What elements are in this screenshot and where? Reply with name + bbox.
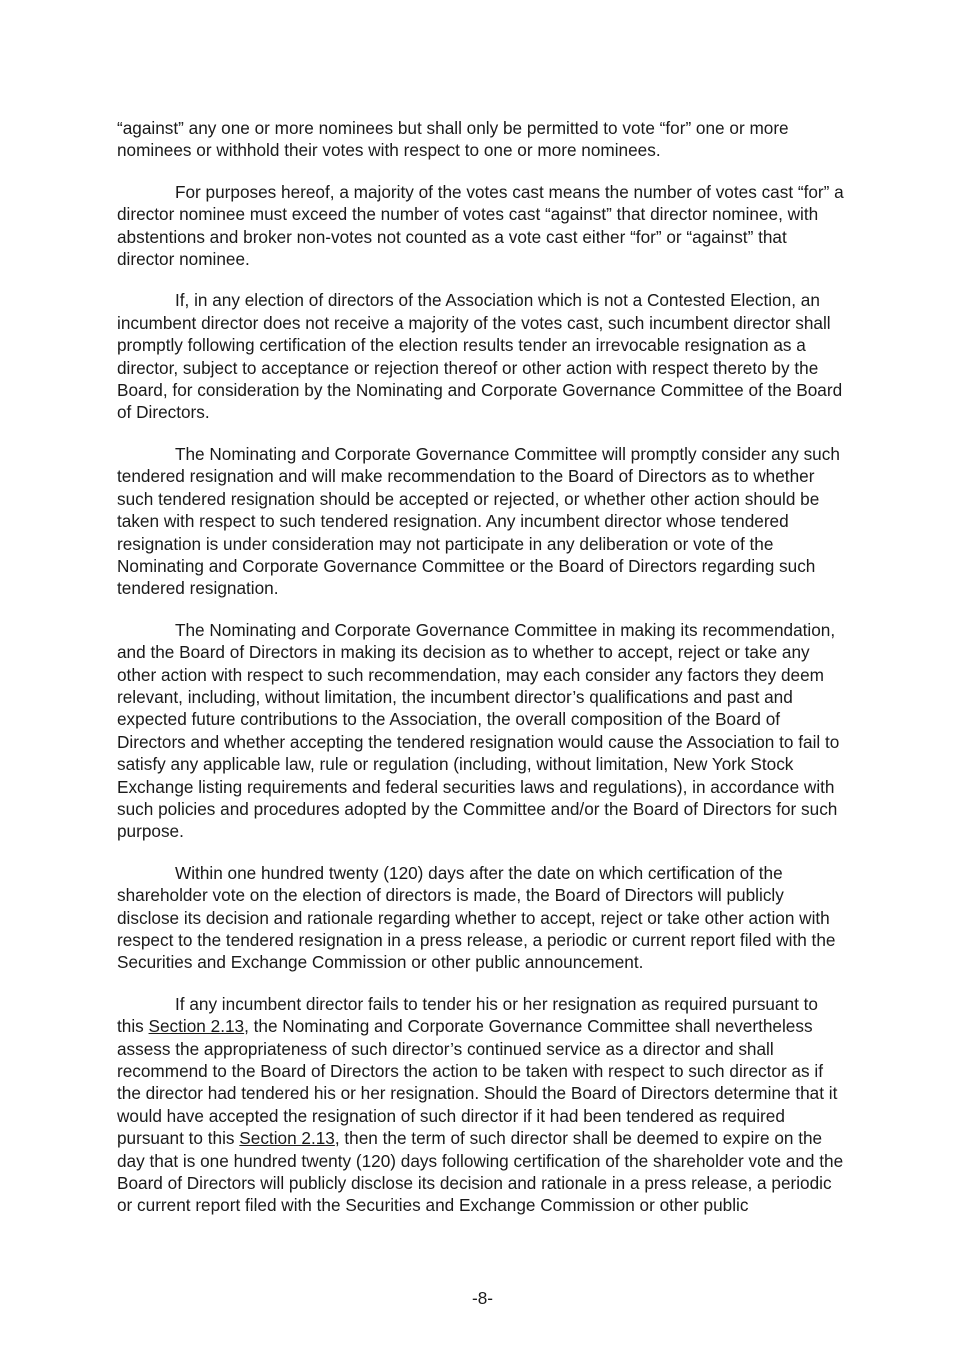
paragraph-factors: The Nominating and Corporate Governance Committee in making its recommendation, and the Board of Directors in making its decision as to whether to accept, reject or take any other action with respect to such recommendation, may each consider any factors they deem relevant, including, without limitation, the incumbent director’s qualifications and past and expected future contributions to the Association, the overall composition of the Board of Directors and whether accepting the tendered resignation would cause the Association to fail to satisfy any applicable law, rule or regulation (including, without limitation, New York Stock Exchange listing requirements and federal securities laws and regulations), in accordance with such policies and procedures adopted by the Committee and/or the Board of Directors for such purpose.	[117, 619, 840, 842]
paragraph-text-part: , then the term of such director shall be deemed to expire on the day that is one hundred twenty (120) days following certification of the shareholder vote and the Board of Directors will publicly disclose its decision and rationale in a press release, a periodic or current report filed with the Securities and Exchange Commission or other public	[117, 1128, 844, 1216]
paragraph-resignation-tender: If, in any election of directors of the Association which is not a Contested Election, an incumbent director does not receive a majority of the votes cast, such incumbent director shall promptly following certification of the election results tender an irrevocable resignation as a director, subject to acceptance or rejection thereof or other action with respect thereto by the Board, for consideration by the Nominating and Corporate Governance Committee of the Board of Directors.	[117, 290, 843, 423]
paragraph-text-part: , the Nominating and Corporate Governance Committee shall nevertheless assess the appropriateness of such director’s continued service as a director and shall recommend to the Board of Directors the action to be taken with respect to such director as if the director had tendered his or her resignation. Should the Board of Directors determine that it would have accepted the resignation of such director if it had been tendered as required pursuant to this	[117, 1016, 838, 1149]
paragraph-committee-consideration: The Nominating and Corporate Governance Committee will promptly consider any such tendered resignation and will make recommendation to the Board of Directors as to whether such tendered resignation should be accepted or rejected, or whether other action should be taken with respect to such tendered resignation. Any incumbent director whose tendered resignation is under consideration may not participate in any deliberation or vote of the Nominating and Corporate Governance Committee or the Board of Directors regarding such tendered resignation.	[117, 443, 840, 599]
page-number: -8-	[471, 1288, 493, 1308]
document-body	[117, 117, 848, 1236]
paragraph-majority-definition: For purposes hereof, a majority of the votes cast means the number of votes cast “for” a director nominee must exceed the number of votes cast “against” that director nominee, with abstentions and broker non-votes not counted as a vote cast either “for” or “against” that director nominee.	[117, 181, 844, 270]
paragraph-text-part: If any incumbent director fails to tender his or her resignation as required pursuant to this	[117, 993, 818, 1037]
section-reference: Section 2.13	[239, 1128, 335, 1149]
paragraph-continuation: “against” any one or more nominees but shall only be permitted to vote “for” one or more nominees or withhold their votes with respect to one or more nominees.	[117, 118, 789, 161]
section-reference: Section 2.13	[148, 1016, 245, 1037]
paragraph-failure-to-tender	[117, 993, 848, 1217]
paragraph-disclosure: Within one hundred twenty (120) days after the date on which certification of the shareholder vote on the election of directors is made, the Board of Directors will publicly disclose its decision and rationale regarding whether to accept, reject or take other action with respect to the tendered resignation in a press release, a periodic or current report filed with the Securities and Exchange Commission or other public announcement.	[117, 862, 836, 973]
